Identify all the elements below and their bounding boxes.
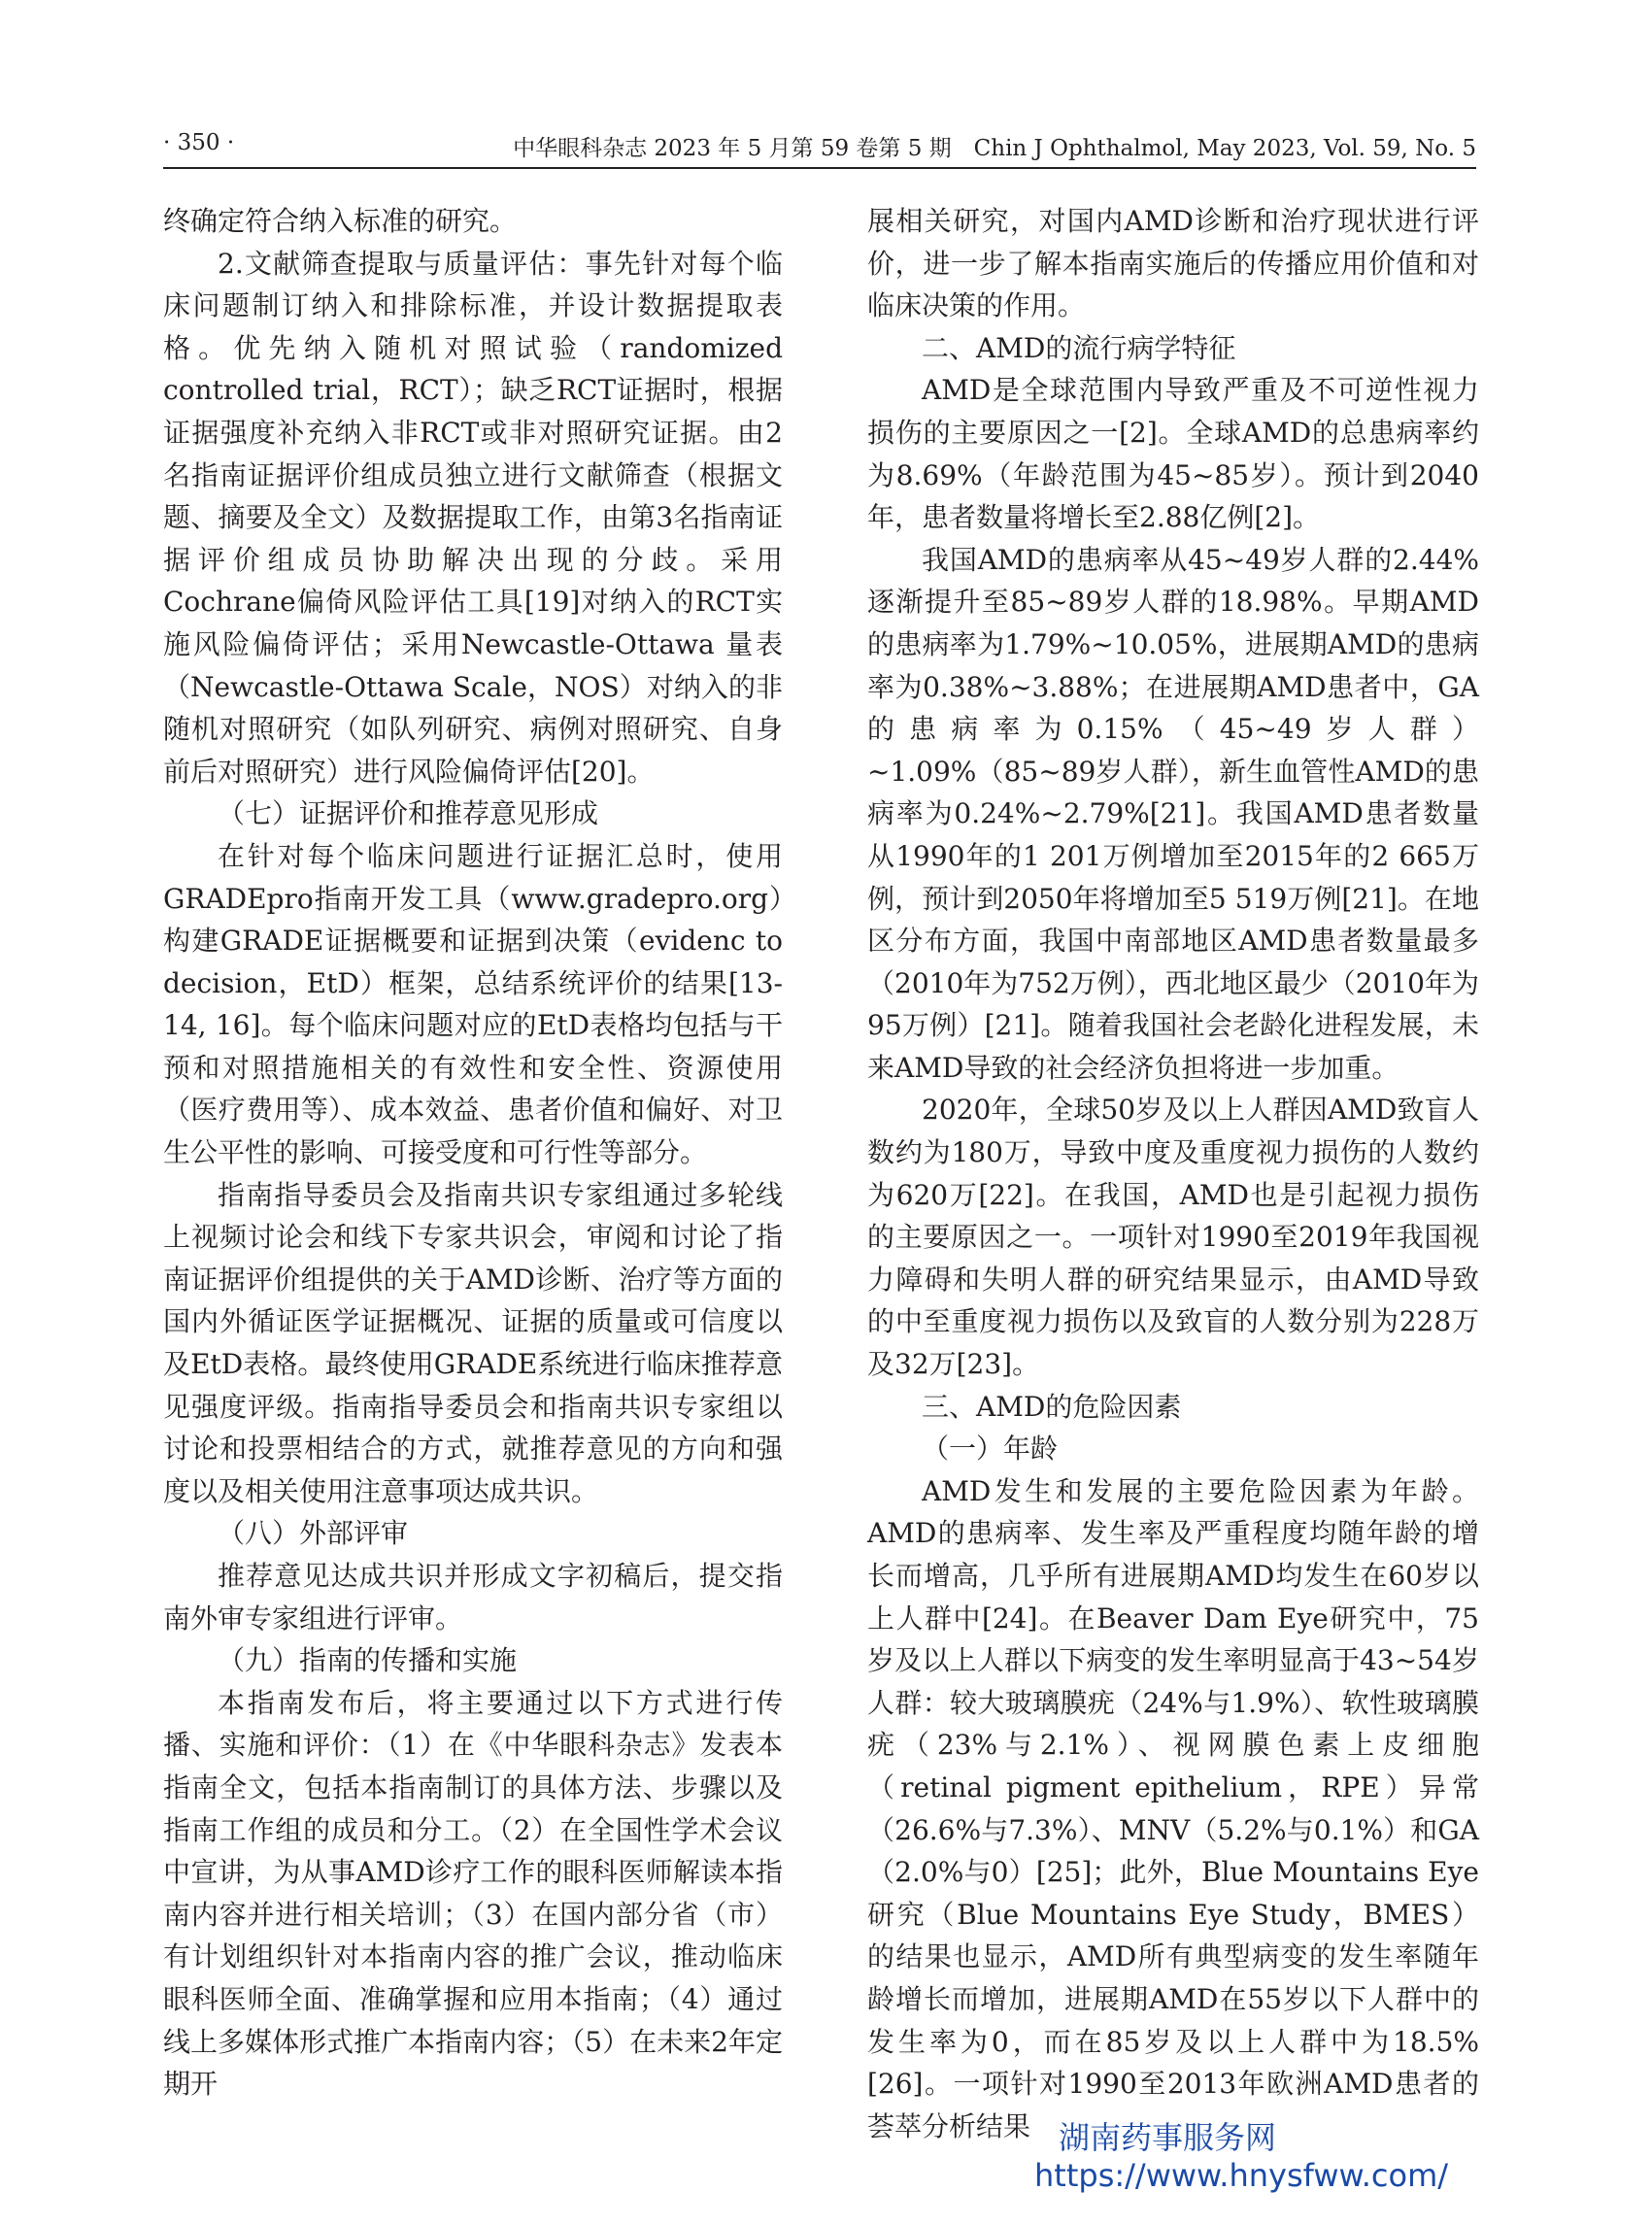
section-heading: （九）指南的传播和实施	[218, 1644, 518, 1677]
paragraph: AMD发生和发展的主要危险因素为年龄。AMD的患病率、发生率及严重程度均随年龄的增长而增高，几乎所有进展期AMD均发生在60岁以上人群中[24]。在Beaver Dam Eye研究中，75岁及以上人群以下病变的发生率明显高于43~54岁人群：较大玻璃膜疣（24%与1.9%）、软性玻璃膜疣（23%与2.1%）、视网膜色素上皮细胞（retinal pigment epithelium，RPE）异常（26.6%与7.3%）、MNV（5.2%与0.1%）和GA（2.0%与0）[25]；此外，Blue Mountains Eye研究（Blue Mountains Eye Study，BMES）的结果也显示，AMD所有典型病变的发生率随年龄增长而增加，进展期AMD在55岁以下人群中的发生率为0，而在85岁及以上人群中为18.5%[26]。一项针对1990至2013年欧洲AMD患者的荟萃分析结果	[867, 1474, 1479, 2142]
section-heading: （八）外部评审	[218, 1517, 409, 1550]
page-number: · 350 ·	[163, 130, 235, 155]
paragraph: AMD是全球范围内导致严重及不可逆性视力损伤的主要原因之一[2]。全球AMD的总患病率约为8.69%（年龄范围为45~85岁）。预计到2040年，患者数量将增长至2.88亿例[2]。	[867, 374, 1479, 534]
paragraph: 2.文献筛查提取与质量评估：事先针对每个临床问题制订纳入和排除标准，并设计数据提取表格。优先纳入随机对照试验（randomized controlled trial，RCT）；缺乏RCT证据时，根据证据强度补充纳入非RCT或非对照研究证据。由2名指南证据评价组成员独立进行文献筛查（根据文题、摘要及全文）及数据提取工作，由第3名指南证据评价组成员协助解决出现的分歧。采用Cochrane偏倚风险评估工具[19]对纳入的RCT实施风险偏倚评估；采用Newcastle-Ottawa 量表（Newcastle-Ottawa Scale，NOS）对纳入的非随机对照研究（如队列研究、病例对照研究、自身前后对照研究）进行风险偏倚评估[20]。	[163, 247, 783, 788]
left-column	[163, 200, 783, 2106]
paragraph: 2020年，全球50岁及以上人群因AMD致盲人数约为180万，导致中度及重度视力损伤的人数约为620万[22]。在我国，AMD也是引起视力损伤的主要原因之一。一项针对1990至2019年我国视力障碍和失明人群的研究结果显示，由AMD导致的中至重度视力损伤以及致盲的人数分别为228万及32万[23]。	[867, 1094, 1479, 1381]
watermark-site-url[interactable]: https://www.hnysfww.com/	[1034, 2157, 1449, 2194]
paragraph: 终确定符合纳入标准的研究。	[163, 205, 518, 237]
section-heading: 二、AMD的流行病学特征	[922, 331, 1236, 364]
running-header	[163, 128, 1476, 169]
paragraph: 展相关研究，对国内AMD诊断和治疗现状进行评价，进一步了解本指南实施后的传播应用价值和对临床决策的作用。	[867, 205, 1479, 322]
section-heading: （七）证据评价和推荐意见形成	[218, 797, 599, 830]
section-heading: 三、AMD的危险因素	[922, 1390, 1182, 1423]
watermark-site-name: 湖南药事服务网	[1059, 2119, 1277, 2156]
journal-citation: 中华眼科杂志 2023 年 5 月第 59 卷第 5 期 Chin J Ophthalmol, May 2023, Vol. 59, No. 5	[513, 136, 1476, 161]
paragraph: 指南指导委员会及指南共识专家组通过多轮线上视频讨论会和线下专家共识会，审阅和讨论了指南证据评价组提供的关于AMD诊断、治疗等方面的国内外循证医学证据概况、证据的质量或可信度以及EtD表格。最终使用GRADE系统进行临床推荐意见强度评级。指南指导委员会和指南共识专家组以讨论和投票相结合的方式，就推荐意见的方向和强度以及相关使用注意事项达成共识。	[163, 1178, 783, 1507]
paragraph: 推荐意见达成共识并形成文字初稿后，提交指南外审专家组进行评审。	[163, 1560, 783, 1635]
paragraph: 本指南发布后，将主要通过以下方式进行传播、实施和评价：（1）在《中华眼科杂志》发表本指南全文，包括本指南制订的具体方法、步骤以及指南工作组的成员和分工。（2）在全国性学术会议中宣讲，为从事AMD诊疗工作的眼科医师解读本指南内容并进行相关培训；（3）在国内部分省（市）有计划组织针对本指南内容的推广会议，推动临床眼科医师全面、准确掌握和应用本指南；（4）通过线上多媒体形式推广本指南内容；（5）在未来2年定期开	[163, 1686, 783, 2101]
paragraph: 我国AMD的患病率从45~49岁人群的2.44%逐渐提升至85~89岁人群的18.98%。早期AMD的患病率为1.79%~10.05%，进展期AMD的患病率为0.38%~3.88%；在进展期AMD患者中，GA的患病率为0.15%（45~49岁人群）~1.09%（85~89岁人群），新生血管性AMD的患病率为0.24%~2.79%[21]。我国AMD患者数量从1990年的1 201万例增加至2015年的2 665万例，预计到2050年将增加至5 519万例[21]。在地区分布方面，我国中南部地区AMD患者数量最多（2010年为752万例），西北地区最少（2010年为95万例）[21]。随着我国社会老龄化进程发展，未来AMD导致的社会经济负担将进一步加重。	[867, 543, 1479, 1084]
paragraph: 在针对每个临床问题进行证据汇总时，使用GRADEpro指南开发工具（www.gradepro.org）构建GRADE证据概要和证据到决策（evidenc to decision，EtD）框架，总结系统评价的结果[13-14, 16]。每个临床问题对应的EtD表格均包括与干预和对照措施相关的有效性和安全性、资源使用（医疗费用等）、成本效益、患者价值和偏好、对卫生公平性的影响、可接受度和可行性等部分。	[163, 839, 783, 1169]
right-column	[867, 200, 1479, 2147]
subsection-heading: （一）年龄	[922, 1433, 1059, 1466]
